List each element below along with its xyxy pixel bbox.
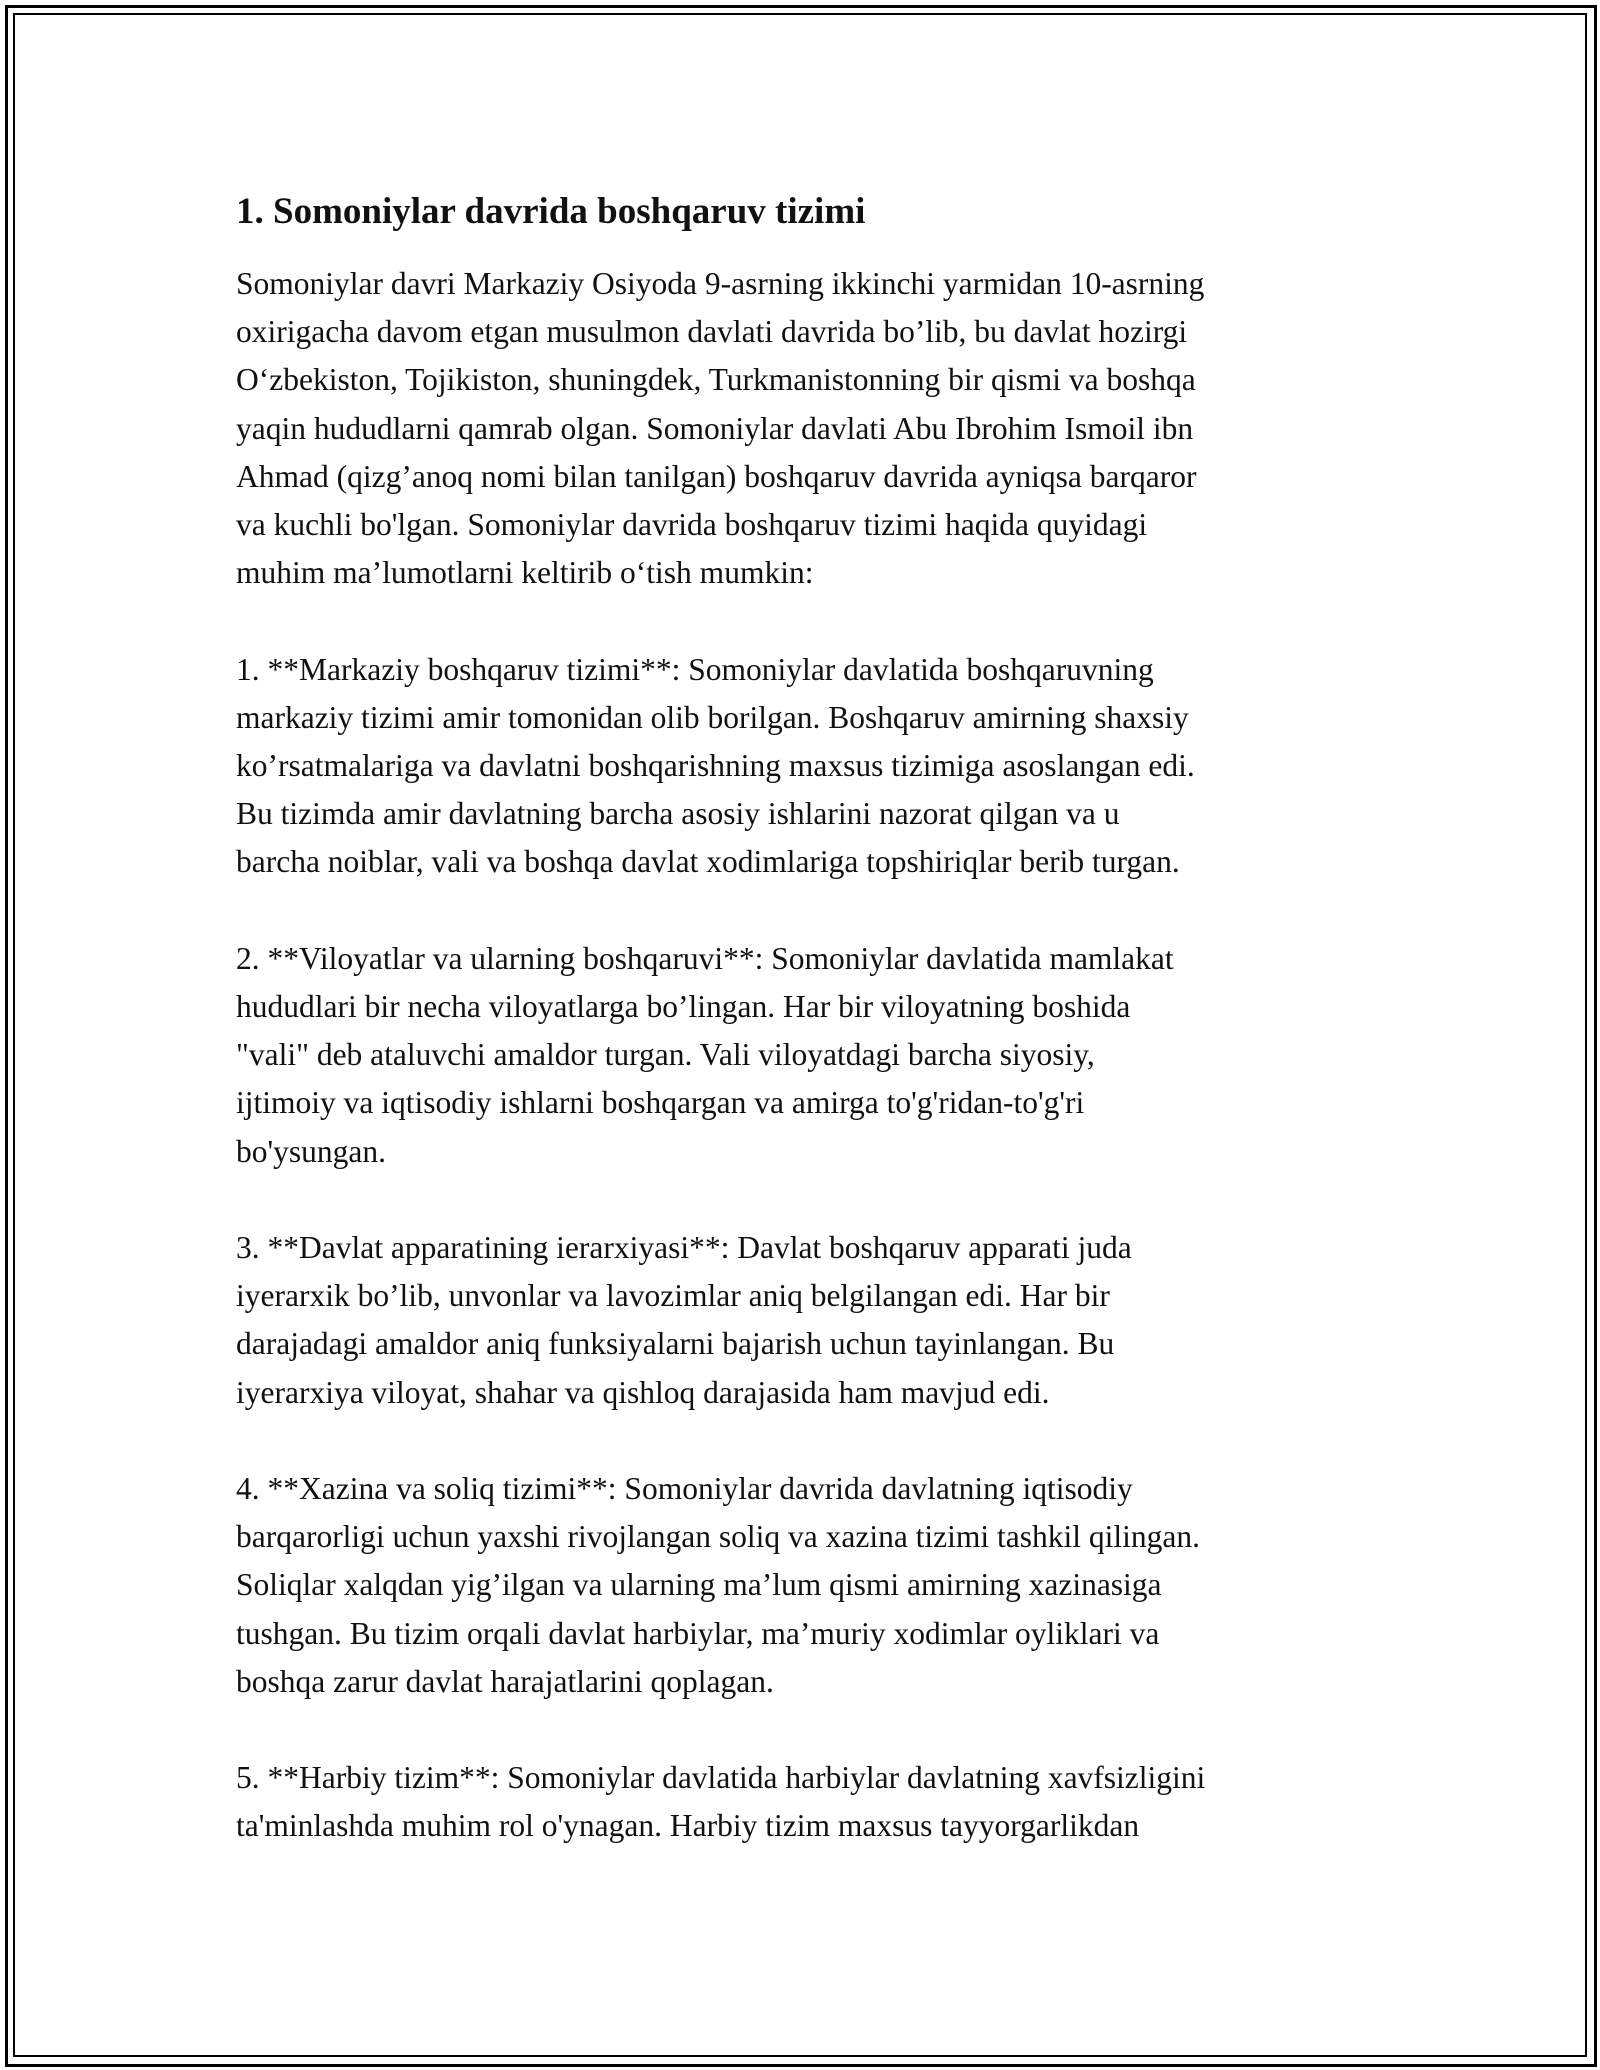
paragraph-central-administration: 1. **Markaziy boshqaruv tizimi**: Somoniylar davlatida boshqaruvning markaziy tizimi amir tomonidan olib borilgan. Boshqaruv amirning shaxsiy ko’rsatmalariga va davlatni boshqarishning maxsus tizimiga asoslangan edi. Bu tizimda amir davlatning barcha asosiy ishlarini nazorat qilgan va u barcha noiblar, vali va boshqa davlat xodimlariga topshiriqlar berib turgan. [236,651,1195,880]
paragraph-provinces: 2. **Viloyatlar va ularning boshqaruvi**: Somoniylar davlatida mamlakat hududlari bir necha viloyatlarga bo’lingan. Har bir viloyatning boshida "vali" deb ataluvchi amaldor turgan. Vali viloyatdagi barcha siyosiy, ijtimoiy va iqtisodiy ishlarni boshqargan va amirga to'g'ridan-to'g'ri bo'ysungan. [236,940,1174,1169]
paragraph-state-hierarchy: 3. **Davlat apparatining ierarxiyasi**: Davlat boshqaruv apparati juda iyerarxik bo’lib, unvonlar va lavozimlar aniq belgilangan edi. Har bir darajadagi amaldor aniq funksiyalarni bajarish uchun tayinlangan. Bu iyerarxiya viloyat, shahar va qishloq darajasida ham mavjud edi. [236,1230,1132,1410]
document-body [236,188,1386,1851]
paragraph-treasury-tax: 4. **Xazina va soliq tizimi**: Somoniylar davrida davlatning iqtisodiy barqarorligi uchun yaxshi rivojlangan soliq va xazina tizimi tashkil qilingan. Soliqlar xalqdan yig’ilgan va ularning ma’lum qismi amirning xazinasiga tushgan. Bu tizim orqali davlat harbiylar, ma’muriy xodimlar oyliklari va boshqa zarur davlat harajatlarini qoplagan. [236,1471,1201,1699]
paragraph-military: 5. **Harbiy tizim**: Somoniylar davlatida harbiylar davlatning xavfsizligini ta'minlashda muhim rol o'ynagan. Harbiy tizim maxsus tayyorgarlikdan [236,1760,1206,1844]
document-title: 1. Somoniylar davrida boshqaruv tizimi [236,191,866,232]
intro-paragraph: Somoniylar davri Markaziy Osiyoda 9-asrning ikkinchi yarmidan 10-asrning oxirigacha davom etgan musulmon davlati davrida bo’lib, bu davlat hozirgi O‘zbekiston, Tojikiston, shuningdek, Turkmanistonning bir qismi va boshqa yaqin hududlarni qamrab olgan. Somoniylar davlati Abu Ibrohim Ismoil ibn Ahmad (qizg’anoq nomi bilan tanilgan) boshqaruv davrida ayniqsa barqaror va kuchli bo'lgan. Somoniylar davrida boshqaruv tizimi haqida quyidagi muhim ma’lumotlarni keltirib o‘tish mumkin: [236,266,1205,591]
